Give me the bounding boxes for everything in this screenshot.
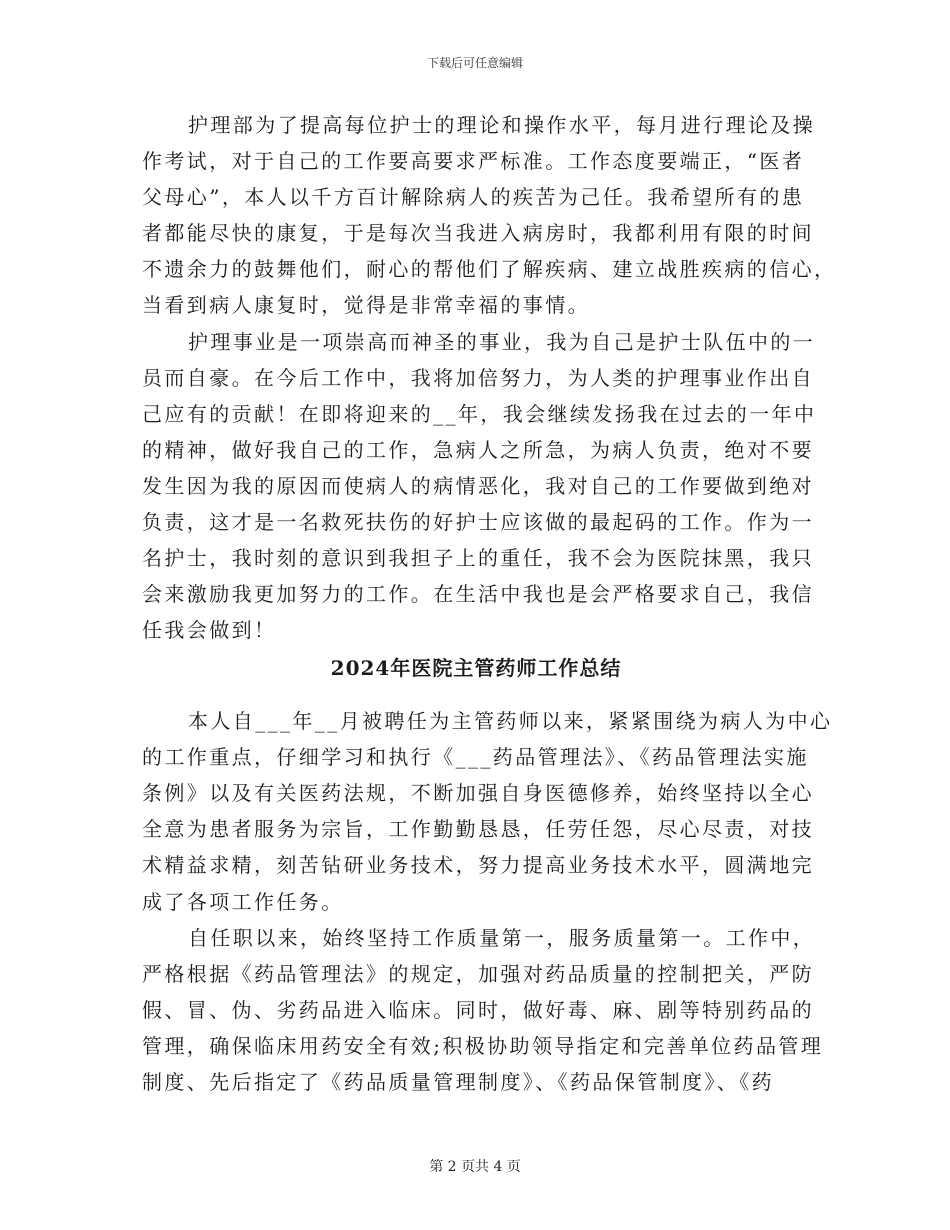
paragraph-line: 者都能尽快的康复，于是每次当我进入病房时，我都利用有限的时间	[142, 221, 814, 246]
document-body	[142, 107, 837, 1100]
paragraph-line: 的精神，做好我自己的工作，急病人之所急，为病人负责，绝对不要	[142, 437, 814, 462]
paragraph-line: 制度、先后指定了《药品质量管理制度》、《药品保管制度》、《药	[142, 1070, 774, 1095]
paragraph-line: 发生因为我的原因而使病人的病情恶化，我对自己的工作要做到绝对	[142, 473, 814, 498]
paragraph-line: 护理事业是一项崇高而神圣的事业，我为自己是护士队伍中的一	[188, 329, 816, 354]
paragraph-line: 全意为患者服务为宗旨，工作勤勤恳恳，任劳任怨，尽心尽责，对技	[142, 817, 814, 842]
paragraph-line: 任我会做到！	[142, 618, 277, 643]
paragraph-line: 条例》以及有关医药法规，不断加强自身医德修养，始终坚持以全心	[142, 781, 814, 806]
paragraph-line: 术精益求精，刻苦钻研业务技术，努力提高业务技术水平，圆满地完	[142, 853, 814, 878]
paragraph-line: 己应有的贡献！在即将迎来的__年，我会继续发扬我在过去的一年中	[142, 401, 817, 426]
paragraph-2	[142, 324, 817, 649]
paragraph-line: 本人自___年__月被聘任为主管药师以来，紧紧围绕为病人为中心	[188, 709, 833, 734]
paragraph-line: 成了各项工作任务。	[142, 889, 344, 914]
paragraph-line: 父母心”，本人以千方百计解除病人的疾苦为己任。我希望所有的患	[142, 185, 805, 210]
paragraph-line: 名护士，我时刻的意识到我担子上的重任，我不会为医院抹黑，我只	[142, 546, 814, 571]
paragraph-line: 护理部为了提高每位护士的理论和操作水平，每月进行理论及操	[188, 113, 816, 137]
paragraph-line: 员而自豪。在今后工作中，我将加倍努力，为人类的护理事业作出自	[142, 365, 814, 390]
paragraph-1	[142, 107, 837, 324]
paragraph-line: 自任职以来，始终坚持工作质量第一，服务质量第一。工作中，	[188, 925, 816, 950]
paragraph-line: 当看到病人康复时，觉得是非常幸福的事情。	[142, 293, 590, 318]
page-number: 第 2 页共 4 页	[429, 1159, 521, 1175]
paragraph-line: 作考试，对于自己的工作要高要求严标准。工作态度要端正，“医者	[142, 149, 805, 174]
header-note: 下载后可任意编辑	[426, 56, 523, 70]
paragraph-line: 的工作重点，仔细学习和执行《___药品管理法》、《药品管理法实施	[142, 745, 809, 770]
paragraph-4	[142, 920, 824, 1100]
paragraph-3	[142, 703, 833, 920]
paragraph-line: 不遗余力的鼓舞他们，耐心的帮他们了解疾病、建立战胜疾病的信心，	[142, 257, 837, 282]
paragraph-line: 严格根据《药品管理法》的规定，加强对药品质量的控制把关，严防	[142, 961, 814, 986]
paragraph-line: 假、冒、伪、劣药品进入临床。同时，做好毒、麻、剧等特别药品的	[142, 997, 814, 1022]
section-title: 2024年医院主管药师工作总结	[330, 656, 622, 681]
paragraph-line: 负责，这才是一名救死扶伤的好护士应该做的最起码的工作。作为一	[142, 510, 814, 535]
paragraph-line: 管理，确保临床用药安全有效;积极协助领导指定和完善单位药品管理	[142, 1033, 824, 1058]
paragraph-line: 会来激励我更加努力的工作。在生活中我也是会严格要求自己，我信	[142, 582, 814, 607]
